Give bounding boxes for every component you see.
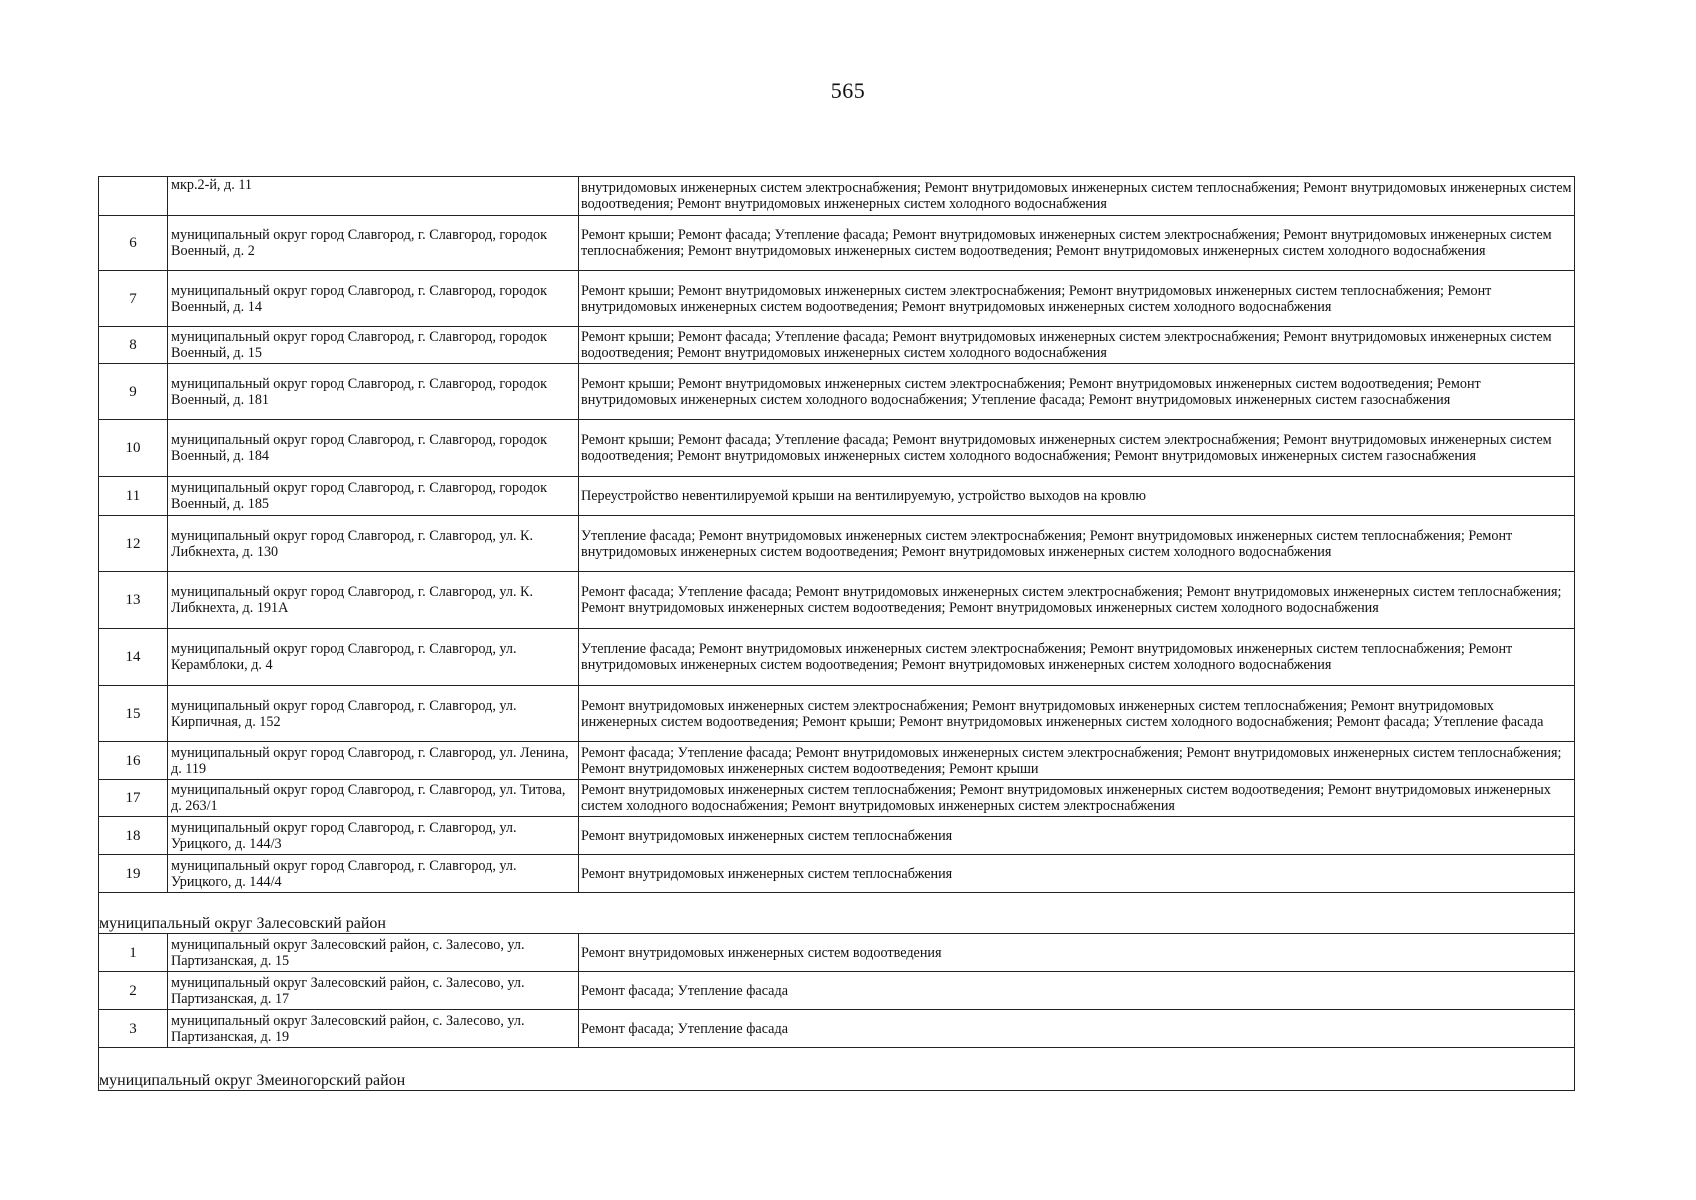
- row-number: 3: [99, 1010, 168, 1048]
- row-number: 16: [99, 742, 168, 780]
- row-number: 2: [99, 972, 168, 1010]
- table-row: [99, 742, 1575, 780]
- table-row: [99, 686, 1575, 742]
- row-address: муниципальный округ город Славгород, г. Славгород, городок Военный, д. 15: [168, 327, 579, 364]
- row-address: муниципальный округ город Славгород, г. Славгород, городок Военный, д. 184: [168, 420, 579, 477]
- table-row: [99, 216, 1575, 271]
- section-row: [99, 893, 1575, 934]
- row-works: внутридомовых инженерных систем электроснабжения; Ремонт внутридомовых инженерных систем теплоснабжения; Ремонт внутридомовых инженерных систем водоотведения; Ремонт внутридомовых инженерных систем холодного водоснабжения: [579, 177, 1575, 216]
- table-row: [99, 364, 1575, 420]
- row-works: Переустройство невентилируемой крыши на вентилируемую, устройство выходов на кровлю: [579, 477, 1575, 516]
- row-number: 17: [99, 780, 168, 817]
- row-works: Ремонт фасада; Утепление фасада; Ремонт внутридомовых инженерных систем электроснабжения; Ремонт внутридомовых инженерных систем теплоснабжения; Ремонт внутридомовых инженерных систем водоотведения; Ремонт крыши: [579, 742, 1575, 780]
- row-number: 1: [99, 934, 168, 972]
- table-row: [99, 934, 1575, 972]
- table-row: [99, 271, 1575, 327]
- row-address: муниципальный округ город Славгород, г. Славгород, ул. Кирпичная, д. 152: [168, 686, 579, 742]
- row-works: Ремонт крыши; Ремонт фасада; Утепление фасада; Ремонт внутридомовых инженерных систем электроснабжения; Ремонт внутридомовых инженерных систем водоотведения; Ремонт внутридомовых инженерных систем холодного водоснабжения; Ремонт внутридомовых инженерных систем газоснабжения: [579, 420, 1575, 477]
- row-number: 15: [99, 686, 168, 742]
- section-spacer: [579, 1048, 1575, 1091]
- row-works: Ремонт крыши; Ремонт фасада; Утепление фасада; Ремонт внутридомовых инженерных систем электроснабжения; Ремонт внутридомовых инженерных систем теплоснабжения; Ремонт внутридомовых инженерных систем водоотведения; Ремонт внутридомовых инженерных систем холодного водоснабжения: [579, 216, 1575, 271]
- row-number: [99, 177, 168, 216]
- row-number: 18: [99, 817, 168, 855]
- row-works: Утепление фасада; Ремонт внутридомовых инженерных систем электроснабжения; Ремонт внутридомовых инженерных систем теплоснабжения; Ремонт внутридомовых инженерных систем водоотведения; Ремонт внутридомовых инженерных систем холодного водоснабжения: [579, 516, 1575, 572]
- row-address: муниципальный округ город Славгород, г. Славгород, ул. К. Либкнехта, д. 130: [168, 516, 579, 572]
- row-address: муниципальный округ Залесовский район, с. Залесово, ул. Партизанская, д. 19: [168, 1010, 579, 1048]
- table-row: [99, 855, 1575, 893]
- row-number: 6: [99, 216, 168, 271]
- row-works: Ремонт внутридомовых инженерных систем теплоснабжения; Ремонт внутридомовых инженерных систем водоотведения; Ремонт внутридомовых инженерных систем холодного водоснабжения; Ремонт внутридомовых инженерных систем электроснабжения: [579, 780, 1575, 817]
- row-works: Ремонт фасада; Утепление фасада: [579, 1010, 1575, 1048]
- row-works: Утепление фасада; Ремонт внутридомовых инженерных систем электроснабжения; Ремонт внутридомовых инженерных систем теплоснабжения; Ремонт внутридомовых инженерных систем водоотведения; Ремонт внутридомовых инженерных систем холодного водоснабжения: [579, 629, 1575, 686]
- row-works: Ремонт внутридомовых инженерных систем водоотведения: [579, 934, 1575, 972]
- row-address: муниципальный округ Залесовский район, с. Залесово, ул. Партизанская, д. 17: [168, 972, 579, 1010]
- row-address: муниципальный округ город Славгород, г. Славгород, городок Военный, д. 14: [168, 271, 579, 327]
- row-works: Ремонт внутридомовых инженерных систем теплоснабжения: [579, 817, 1575, 855]
- row-address: муниципальный округ город Славгород, г. Славгород, городок Военный, д. 181: [168, 364, 579, 420]
- table-row: [99, 477, 1575, 516]
- row-address: муниципальный округ город Славгород, г. Славгород, городок Военный, д. 2: [168, 216, 579, 271]
- objects-table: [98, 176, 1575, 1091]
- section-spacer: [579, 893, 1575, 934]
- row-address: муниципальный округ город Славгород, г. Славгород, ул. Керамблоки, д. 4: [168, 629, 579, 686]
- row-address: муниципальный округ город Славгород, г. Славгород, городок Военный, д. 185: [168, 477, 579, 516]
- table-row: [99, 1010, 1575, 1048]
- row-address: муниципальный округ Залесовский район, с. Залесово, ул. Партизанская, д. 15: [168, 934, 579, 972]
- table-row: [99, 327, 1575, 364]
- row-number: 19: [99, 855, 168, 893]
- row-number: 10: [99, 420, 168, 477]
- section-title-zmeinogorsk: муниципальный округ Змеиногорский район: [99, 1048, 579, 1091]
- row-works: Ремонт крыши; Ремонт внутридомовых инженерных систем электроснабжения; Ремонт внутридомовых инженерных систем водоотведения; Ремонт внутридомовых инженерных систем холодного водоснабжения; Утепление фасада; Ремонт внутридомовых инженерных систем газоснабжения: [579, 364, 1575, 420]
- table-row: [99, 177, 1575, 216]
- row-number: 14: [99, 629, 168, 686]
- row-works: Ремонт фасада; Утепление фасада: [579, 972, 1575, 1010]
- row-works: Ремонт внутридомовых инженерных систем электроснабжения; Ремонт внутридомовых инженерных систем теплоснабжения; Ремонт внутридомовых инженерных систем водоотведения; Ремонт крыши; Ремонт внутридомовых инженерных систем холодного водоснабжения; Ремонт фасада; Утепление фасада: [579, 686, 1575, 742]
- row-number: 13: [99, 572, 168, 629]
- row-number: 8: [99, 327, 168, 364]
- row-address: муниципальный округ город Славгород, г. Славгород, ул. Урицкого, д. 144/3: [168, 817, 579, 855]
- row-number: 12: [99, 516, 168, 572]
- table-row: [99, 572, 1575, 629]
- row-address: муниципальный округ город Славгород, г. Славгород, ул. К. Либкнехта, д. 191А: [168, 572, 579, 629]
- page-number: 565: [830, 78, 866, 103]
- table-row: [99, 780, 1575, 817]
- row-works: Ремонт крыши; Ремонт внутридомовых инженерных систем электроснабжения; Ремонт внутридомовых инженерных систем теплоснабжения; Ремонт внутридомовых инженерных систем водоотведения; Ремонт внутридомовых инженерных систем холодного водоснабжения: [579, 271, 1575, 327]
- table-row: [99, 420, 1575, 477]
- row-number: 11: [99, 477, 168, 516]
- row-address: мкр.2-й, д. 11: [168, 177, 579, 216]
- section-title-zalesovo: муниципальный округ Залесовский район: [99, 893, 579, 934]
- row-address: муниципальный округ город Славгород, г. Славгород, ул. Ленина, д. 119: [168, 742, 579, 780]
- row-address: муниципальный округ город Славгород, г. Славгород, ул. Титова, д. 263/1: [168, 780, 579, 817]
- row-works: Ремонт фасада; Утепление фасада; Ремонт внутридомовых инженерных систем электроснабжения; Ремонт внутридомовых инженерных систем теплоснабжения; Ремонт внутридомовых инженерных систем водоотведения; Ремонт внутридомовых инженерных систем холодного водоснабжения: [579, 572, 1575, 629]
- table-row: [99, 629, 1575, 686]
- table-row: [99, 817, 1575, 855]
- row-works: Ремонт крыши; Ремонт фасада; Утепление фасада; Ремонт внутридомовых инженерных систем электроснабжения; Ремонт внутридомовых инженерных систем водоотведения; Ремонт внутридомовых инженерных систем холодного водоснабжения: [579, 327, 1575, 364]
- table-row: [99, 516, 1575, 572]
- row-number: 7: [99, 271, 168, 327]
- row-address: муниципальный округ город Славгород, г. Славгород, ул. Урицкого, д. 144/4: [168, 855, 579, 893]
- row-works: Ремонт внутридомовых инженерных систем теплоснабжения: [579, 855, 1575, 893]
- row-number: 9: [99, 364, 168, 420]
- section-row: [99, 1048, 1575, 1091]
- table-row: [99, 972, 1575, 1010]
